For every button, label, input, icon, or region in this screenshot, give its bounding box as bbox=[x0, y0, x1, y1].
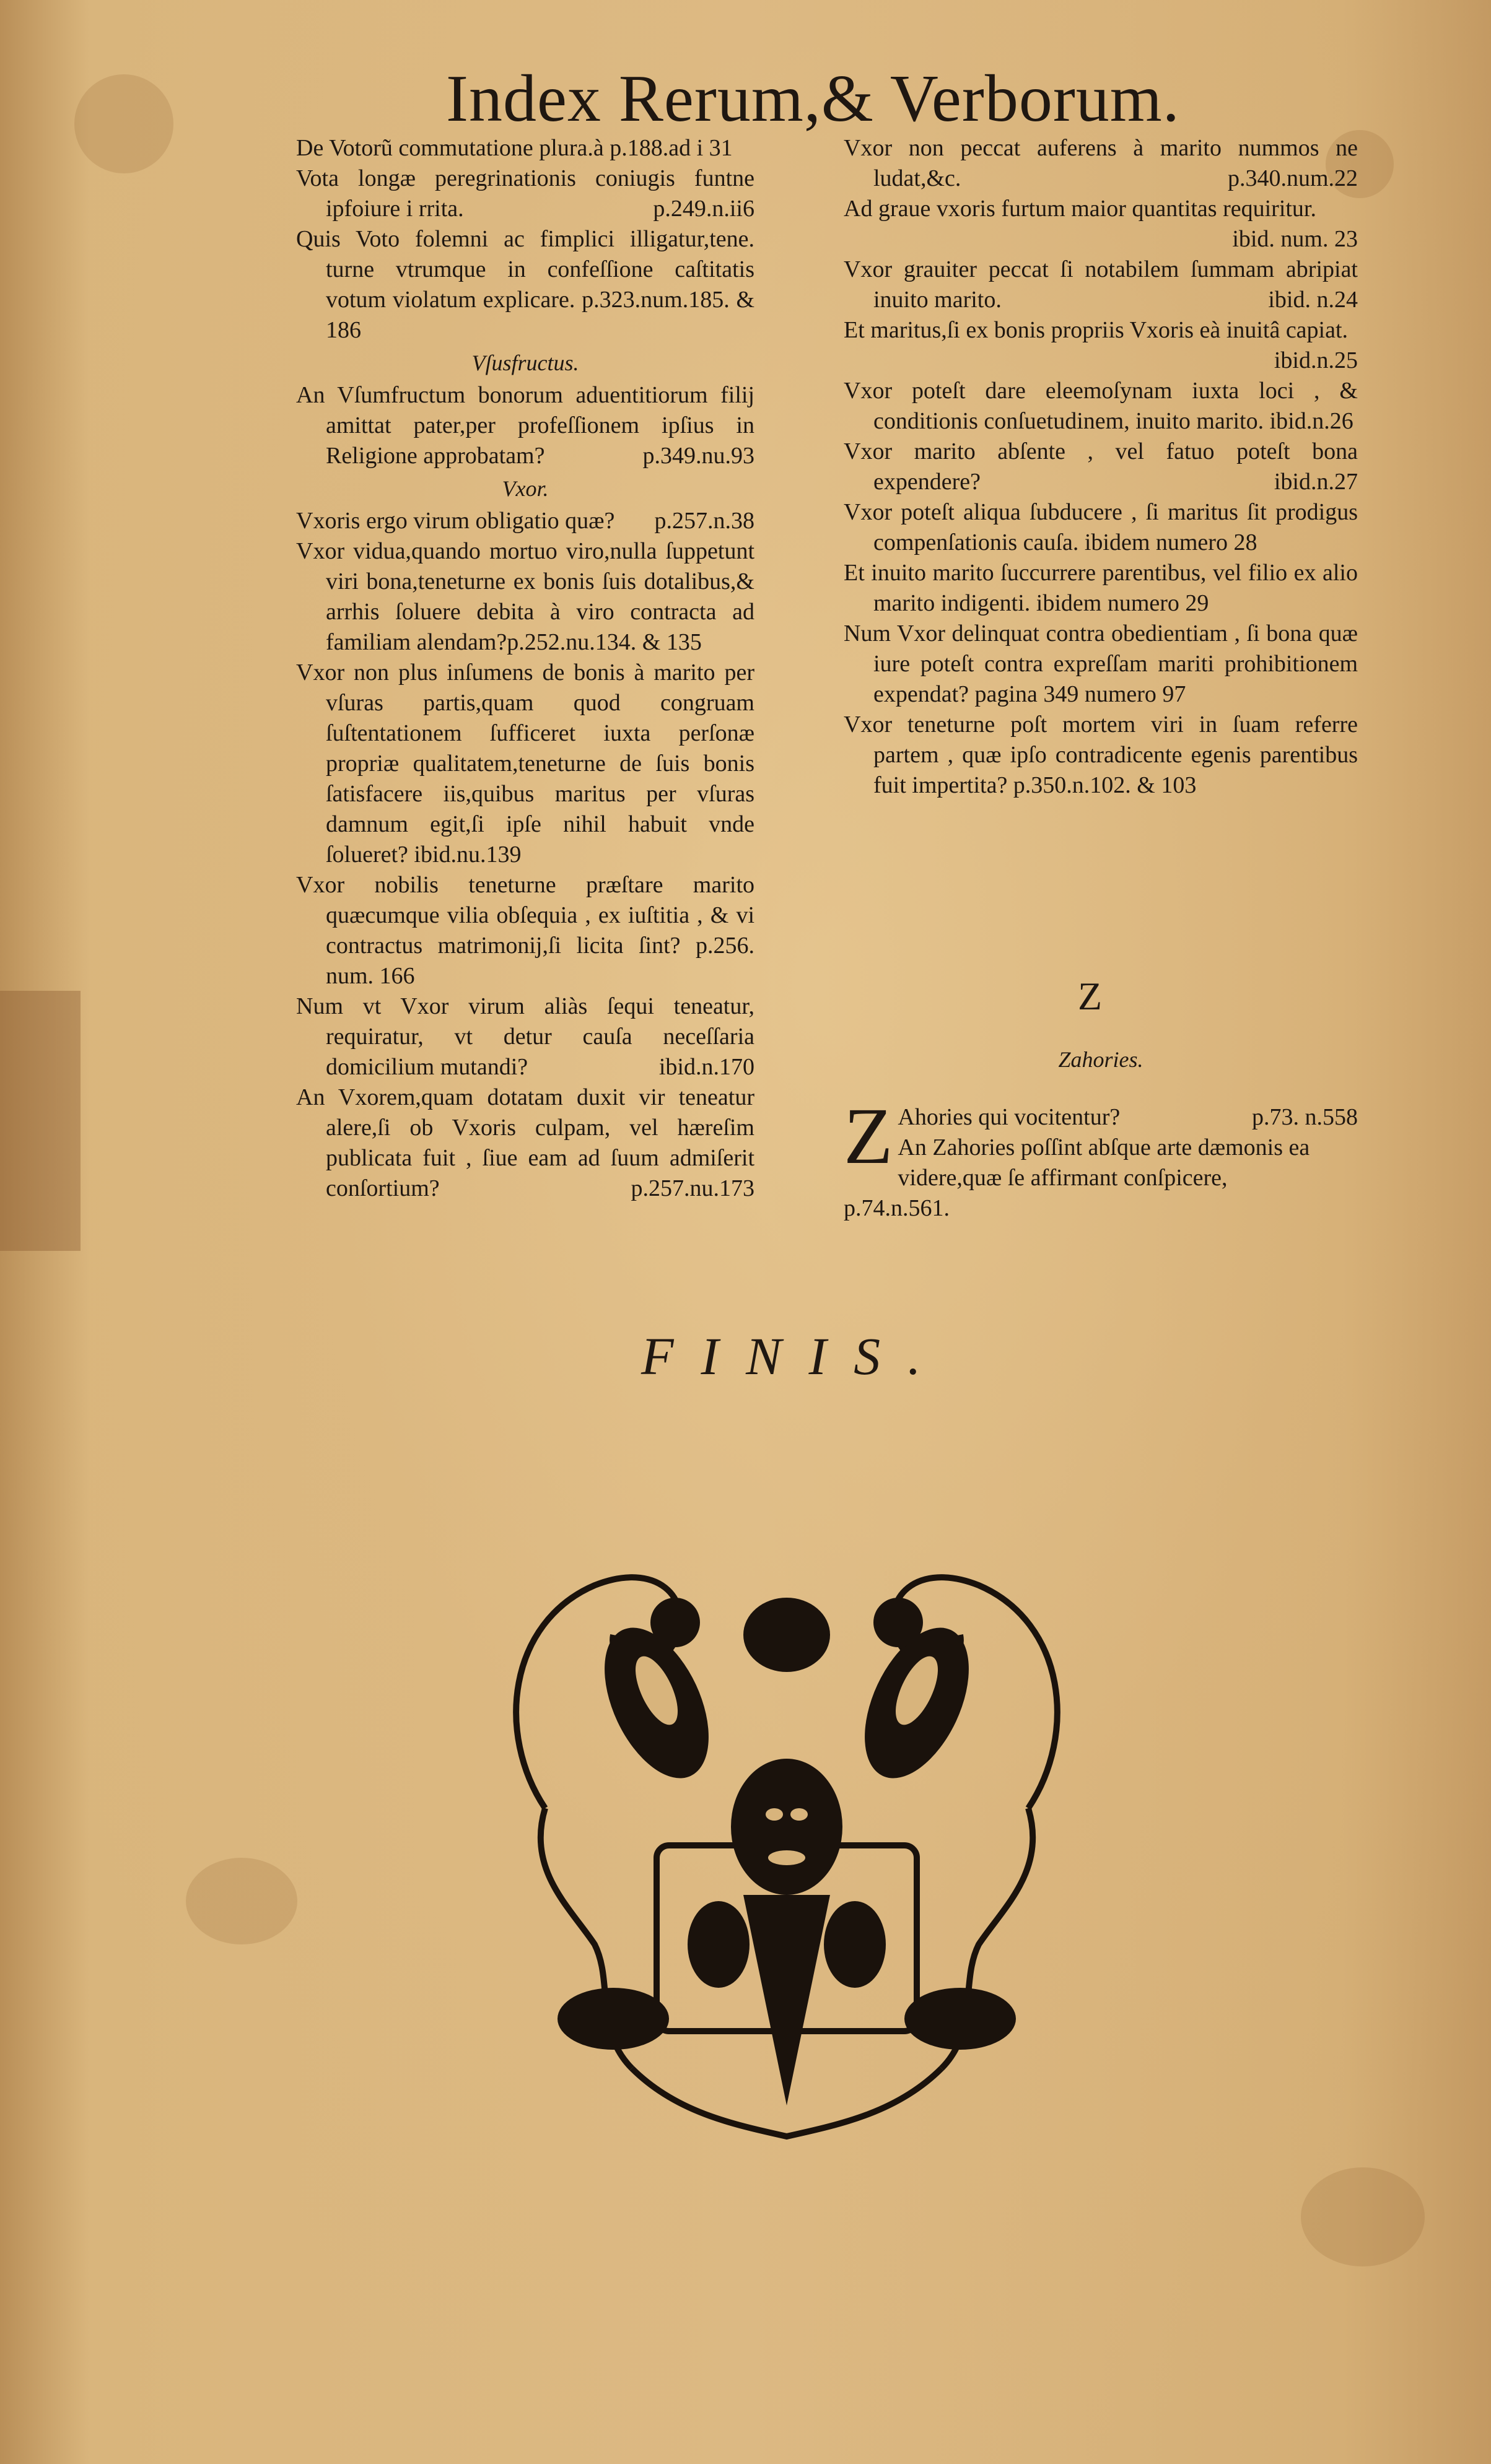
index-entry bbox=[844, 619, 1358, 710]
index-entry: p.74.n.561. bbox=[844, 1195, 950, 1221]
entry-text: De Votorũ commutatione plura.à p.188.ad i 31 bbox=[296, 135, 733, 161]
entry-ref: ibid.n.27 bbox=[1274, 469, 1358, 495]
index-entry bbox=[844, 133, 1358, 194]
entry-ref: ibid.n.25 bbox=[1274, 347, 1358, 373]
entry-ref: ibid. n.24 bbox=[1268, 287, 1358, 313]
entry-text: Vxor poteſt aliqua ſubducere , ſi maritus ſit prodigus compenſationis cauſa. ibidem numero 28 bbox=[844, 499, 1358, 555]
finis-label: FINIS. bbox=[641, 1326, 948, 1386]
index-entry bbox=[844, 558, 1358, 619]
paper-stain bbox=[1301, 2167, 1425, 2266]
entry-text: Vxor non plus inſumens de bonis à marito per vſuras partis,quam quod congruam ſuſtentationem ſufficeret iuxta perſonæ propriæ qualitatem,teneturne de ſuis bonis ſatisfacere iis,quibus maritus per vſuras damnum egit,ſi ipſe nihil habuit vnde ſolueret? ibid.nu.139 bbox=[296, 660, 754, 868]
index-entry bbox=[296, 380, 754, 471]
entry-text: Et maritus,ſi ex bonis propriis Vxoris eà inuitâ capiat. bbox=[844, 317, 1349, 343]
entry-text: Num Vxor delinquat contra obedientiam , ſi bona quæ iure poteſt contra expreſſam mariti prohibitionem expendat? pagina 349 numero 97 bbox=[844, 620, 1358, 707]
entry-text: Vxor nobilis teneturne præſtare marito quæcumque vilia obſequia , ex iuſtitia , & vi contractus matrimonij,ſi licita ſint? p.256. num. 166 bbox=[296, 872, 754, 989]
entry-ref: p.340.num.22 bbox=[1227, 165, 1358, 191]
entry-text: An Vxorem,quam dotatam duxit vir teneatur alere,ſi ob Vxoris culpam, vel hæreſim publicata fuit , ſiue eam ad ſuum admiſerit conſortium? bbox=[296, 1084, 754, 1201]
index-entry bbox=[296, 133, 754, 163]
zahories-entries bbox=[844, 1092, 1358, 1224]
index-entry bbox=[296, 991, 754, 1082]
index-entry bbox=[844, 437, 1358, 497]
index-column-right bbox=[844, 133, 1358, 801]
entry-text: Vota longæ peregrinationis coniugis funtne ipfoiure i rrita. bbox=[296, 165, 754, 222]
index-entry bbox=[296, 1082, 754, 1204]
woodcut-ornament-icon bbox=[471, 1548, 1103, 2161]
index-entry bbox=[844, 497, 1358, 558]
entry-text: Num vt Vxor virum aliàs ſequi teneatur, requiratur, vt detur cauſa neceſſaria domicilium mutandi? bbox=[296, 993, 754, 1080]
index-entry bbox=[844, 710, 1358, 801]
index-column-left bbox=[296, 133, 754, 1204]
entry-text: Vxor grauiter peccat ſi notabilem ſummam abripiat inuito marito. bbox=[844, 256, 1358, 313]
entry-text: Ad graue vxoris furtum maior quantitas requiritur. bbox=[844, 196, 1316, 222]
index-entry bbox=[296, 658, 754, 870]
entry-text: Vxor vidua,quando mortuo viro,nulla ſuppetunt viri bona,teneturne ex bonis ſuis dotalibus,& arrhis ſoluere debita à viro contracta ad familiam alendam?p.252.nu.134. & 135 bbox=[296, 538, 754, 655]
entry-ref: p.73. n.558 bbox=[1252, 1104, 1358, 1130]
index-entry: An Zahories poſſint abſque arte dæmonis ea videre,quæ ſe affirmant conſpicere, bbox=[898, 1134, 1310, 1191]
entry-ref: ibid. num. 23 bbox=[1232, 226, 1358, 252]
index-entry bbox=[844, 255, 1358, 315]
entry-text: Et inuito marito ſuccurrere parentibus, vel filio ex alio marito indigenti. ibidem numero 29 bbox=[844, 560, 1358, 616]
index-subheading: Vſusfructus. bbox=[471, 350, 579, 375]
index-entry bbox=[844, 376, 1358, 437]
entry-text: Quis Voto folemni ac fimplici illigatur,tene. turne vtrumque in confeſſione caſtitatis votum violatum explicare. p.323.num.185. & 186 bbox=[296, 226, 754, 343]
index-entry bbox=[296, 163, 754, 224]
index-subheading: Vxor. bbox=[502, 476, 549, 501]
index-entry bbox=[296, 506, 754, 536]
entry-ref: p.257.n.38 bbox=[654, 508, 754, 534]
entry-ref: p.349.nu.93 bbox=[642, 443, 754, 469]
entry-text: An Vſumfructum bonorum aduentitiorum filij amittat pater,per profeſſionem ipſius in Religione approbatam? bbox=[296, 382, 754, 469]
page-title: Index Rerum,& Verborum. bbox=[446, 62, 1180, 136]
entry-ref: ibid.n.170 bbox=[658, 1054, 754, 1080]
index-entry bbox=[296, 536, 754, 658]
entry-ref: p.249.n.ii6 bbox=[653, 196, 754, 222]
paper-stain bbox=[74, 74, 173, 173]
section-letter-z: Z bbox=[1078, 974, 1103, 1018]
entry-text: Vxoris ergo virum obligatio quæ? bbox=[296, 508, 615, 534]
index-entry bbox=[296, 870, 754, 991]
entry-ref: p.257.nu.173 bbox=[631, 1175, 754, 1201]
entry-text: Vxor marito abſente , vel fatuo poteſt bona expendere? bbox=[844, 438, 1358, 495]
index-entry bbox=[844, 1102, 1358, 1133]
section-subheading: Zahories. bbox=[1058, 1047, 1143, 1072]
paper-stain bbox=[186, 1858, 297, 1944]
entry-text: Vxor poteſt dare eleemoſynam iuxta loci , & conditionis conſuetudinem, inuito marito. ibid.n.26 bbox=[844, 378, 1358, 434]
index-entry bbox=[296, 224, 754, 346]
drop-cap: Z bbox=[844, 1092, 893, 1181]
index-entry bbox=[844, 194, 1358, 255]
index-entry bbox=[844, 315, 1358, 376]
entry-text: Ahories qui vocitentur? bbox=[898, 1104, 1121, 1130]
page-edge-discoloration bbox=[0, 991, 81, 1251]
entry-text: Vxor teneturne poſt mortem viri in ſuam referre partem , quæ ipſo contradicente egenis parentibus fuit impertita? p.350.n.102. & 103 bbox=[844, 712, 1358, 798]
entry-text: Vxor non peccat auferens à marito nummos ne ludat,&c. bbox=[844, 135, 1358, 191]
